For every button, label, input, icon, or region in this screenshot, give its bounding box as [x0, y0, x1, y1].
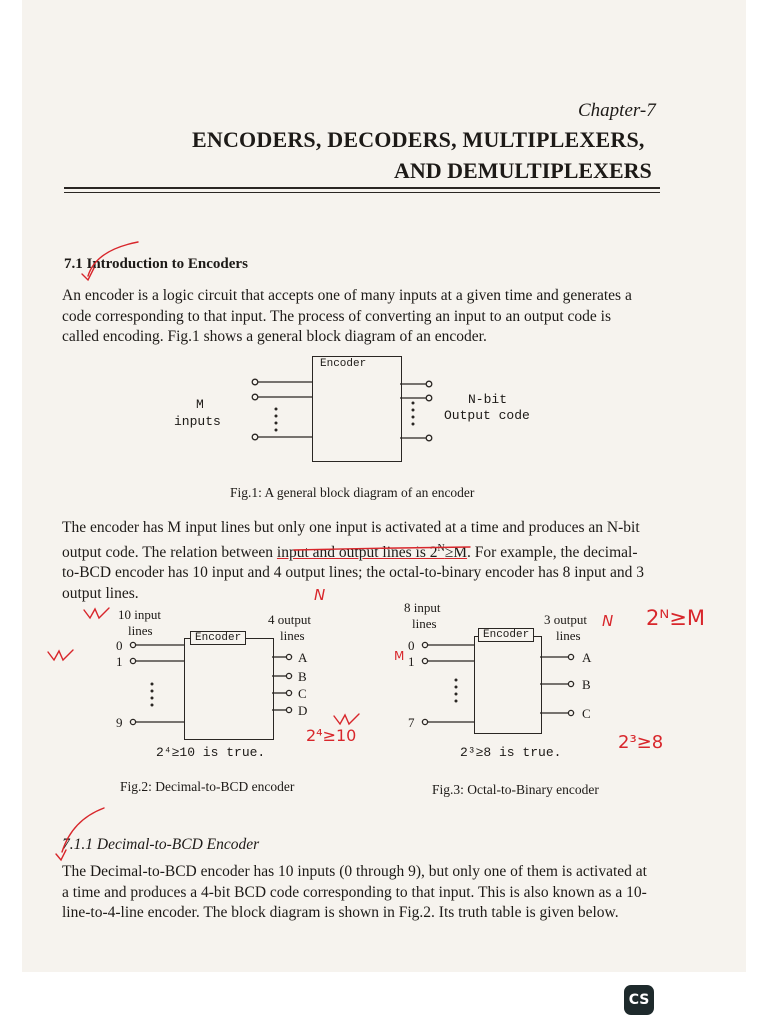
relation-post-text: . For example, the decimal-: [467, 543, 638, 561]
paragraph-line: line-to-4-line encoder. The block diagram is shown in Fig.2. Its truth table is given below.: [62, 904, 619, 921]
handwritten-n-label-2: N: [602, 612, 614, 630]
relation-underlined-part1: input and output lines is 2: [276, 543, 438, 561]
fig1-output-code-label: Output code: [444, 408, 530, 423]
fig2-caption: Fig.2: Decimal-to-BCD encoder: [120, 779, 295, 794]
fig1-nbit-label: N-bit: [468, 392, 508, 407]
fig3-outputs-label-1: 3 output: [544, 612, 587, 627]
fig2-outputs-label-2: lines: [280, 628, 305, 643]
fig1-box-label: Encoder: [320, 358, 367, 370]
chapter-title-line1: ENCODERS, DECODERS, MULTIPLEXERS,: [192, 127, 645, 152]
relation-superscript: N: [437, 542, 445, 554]
paragraph-line: The Decimal-to-BCD encoder has 10 inputs (0 through 9), but only one of them is activated at: [62, 863, 647, 880]
chapter-title-line2: AND DEMULTIPLEXERS: [394, 158, 652, 183]
fig2-input-pin-0: 0: [116, 638, 123, 653]
fig3-inputs-label-1: 8 input: [404, 600, 441, 615]
fig2-output-pin-a: A: [298, 650, 308, 665]
chapter-label: Chapter-7: [578, 100, 656, 121]
fig3-input-pin-0: 0: [408, 638, 415, 653]
relation-underlined-part2: ≥M: [444, 543, 468, 561]
fig3-inputs-label-2: lines: [412, 616, 437, 631]
fig1-inputs-label: inputs: [174, 414, 221, 429]
fig2-inputs-label-1: 10 input: [118, 607, 161, 622]
handwritten-n-label: N: [314, 586, 326, 604]
section-heading-7-1-1: 7.1.1 Decimal-to-BCD Encoder: [62, 836, 260, 853]
fig2-input-pin-1: 1: [116, 654, 123, 669]
fig3-box-label: Encoder: [478, 628, 534, 642]
fig2-output-pin-c: C: [298, 686, 307, 701]
fig3-output-pin-a: A: [582, 650, 592, 665]
handwritten-relation-fig2: 2⁴≥10: [306, 726, 357, 745]
paragraph-line: code corresponding to that input. The process of converting an input to an output code is: [62, 307, 611, 325]
fig1-m-label: M: [196, 397, 204, 412]
fig2-output-pin-b: B: [298, 669, 307, 684]
fig3-output-pin-c: C: [582, 706, 591, 721]
fig2-inputs-label-2: lines: [128, 623, 153, 638]
fig2-outputs-label-1: 4 output: [268, 612, 311, 627]
fig1-caption: Fig.1: A general block diagram of an encoder: [230, 485, 475, 500]
paragraph-line: The encoder has M input lines but only one input is activated at a time and produces an N-bit: [62, 519, 640, 536]
fig3-caption: Fig.3: Octal-to-Binary encoder: [432, 782, 599, 797]
fig3-outputs-label-2: lines: [556, 628, 581, 643]
paragraph-line: called encoding. Fig.1 shows a general block diagram of an encoder.: [62, 328, 487, 345]
paragraph-line: a time and produces a 4-bit BCD code corresponding to that input. This is also known as a 10-: [62, 883, 647, 901]
paragraph-line: output lines.: [62, 584, 139, 602]
fig3-input-pin-7: 7: [408, 715, 415, 730]
paragraph-line: to-BCD encoder has 10 input and 4 output lines; the octal-to-binary encoder has 8 input and 3: [62, 564, 644, 582]
handwritten-m-label: M: [394, 649, 405, 663]
fig3-relation: 2³≥8 is true.: [460, 745, 562, 760]
fig2-output-pin-d: D: [298, 703, 308, 718]
handwritten-relation-fig3: 2³≥8: [618, 732, 664, 753]
camscanner-logo-icon: CS: [624, 985, 654, 1015]
fig3-output-pin-b: B: [582, 677, 591, 692]
handwritten-relation-main: 2ᴺ≥M: [646, 606, 705, 630]
relation-pre-text: output code. The relation between: [62, 543, 277, 561]
fig2-box-label: Encoder: [190, 631, 246, 645]
section-heading-7-1: 7.1 Introduction to Encoders: [64, 256, 248, 272]
fig2-relation: 2⁴≥10 is true.: [156, 745, 266, 760]
fig3-input-pin-1: 1: [408, 654, 415, 669]
paragraph-line: An encoder is a logic circuit that accepts one of many inputs at a given time and generates a: [62, 287, 632, 304]
fig2-input-pin-9: 9: [116, 715, 123, 730]
